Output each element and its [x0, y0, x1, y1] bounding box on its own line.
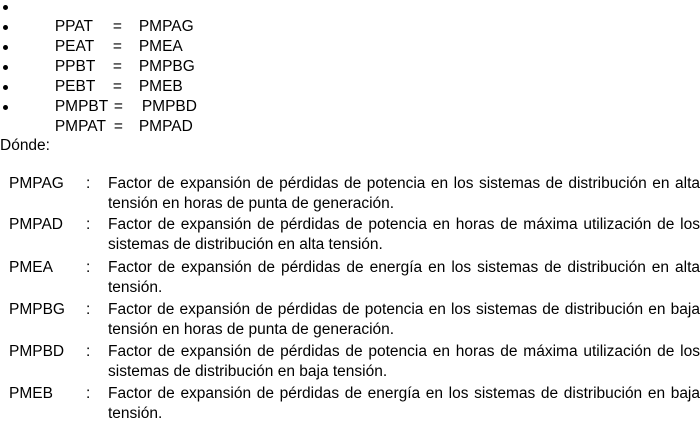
eq-left: PEBT — [54, 78, 96, 95]
definition-colon: : — [86, 175, 91, 192]
eq-right: PMPBD — [141, 98, 197, 115]
eq-sign: = — [112, 38, 122, 55]
eq-right: PMPAG — [138, 18, 194, 35]
definition-term: PMPAD — [9, 216, 63, 233]
definition-colon: : — [86, 343, 91, 360]
definition-colon: : — [86, 216, 91, 233]
bullet-icon — [3, 65, 8, 70]
bullet-icon — [3, 5, 8, 10]
definition-description: Factor de expansión de pérdidas de potencia en los sistemas de distribución en alta tensión en horas de punta de generación. — [108, 175, 700, 212]
definition-term: PMEA — [9, 259, 53, 276]
definition-description: Factor de expansión de pérdidas de potencia en horas de máxima utilización de los sistemas de distribución en baja tensión. — [108, 343, 700, 380]
eq-sign: = — [113, 98, 123, 115]
eq-right: PMEB — [138, 78, 183, 95]
eq-right: PMPAD — [138, 118, 193, 135]
eq-left: PPAT — [54, 18, 94, 35]
eq-sign: = — [112, 58, 122, 75]
bullet-icon — [3, 85, 8, 90]
definition-term: PMPBG — [9, 301, 65, 318]
eq-sign: = — [112, 78, 122, 95]
bullet-icon — [3, 45, 8, 50]
definition-colon: : — [86, 385, 91, 402]
definition-colon: : — [86, 301, 91, 318]
donde-label: Dónde: — [0, 137, 50, 154]
eq-left: PEAT — [54, 38, 95, 55]
list-item — [0, 0, 194, 35]
definition-term: PMPAG — [9, 175, 64, 192]
definition-description: Factor de expansión de pérdidas de potencia en horas de máxima utilización de los sistemas de distribución en alta tensión. — [108, 216, 700, 253]
definition-term: PMPBD — [9, 343, 65, 360]
definition-description: Factor de expansión de pérdidas de energía en los sistemas de distribución en baja tensión. — [108, 385, 700, 422]
eq-sign: = — [113, 118, 123, 135]
bullet-icon — [3, 105, 8, 110]
eq-left: PMPBT — [54, 98, 109, 115]
eq-sign: = — [112, 18, 122, 35]
eq-left: PMPAT — [54, 118, 106, 135]
eq-right: PMEA — [138, 38, 183, 55]
definition-colon: : — [86, 259, 91, 276]
definition-description: Factor de expansión de pérdidas de energía en los sistemas de distribución en alta tensión. — [108, 259, 700, 296]
definition-description: Factor de expansión de pérdidas de potencia en los sistemas de distribución en baja tensión en horas de punta de generación. — [108, 301, 700, 338]
eq-right: PMPBG — [138, 58, 195, 75]
bullet-icon — [3, 25, 8, 30]
eq-left: PPBT — [54, 58, 96, 75]
definition-term: PMEB — [9, 385, 53, 402]
